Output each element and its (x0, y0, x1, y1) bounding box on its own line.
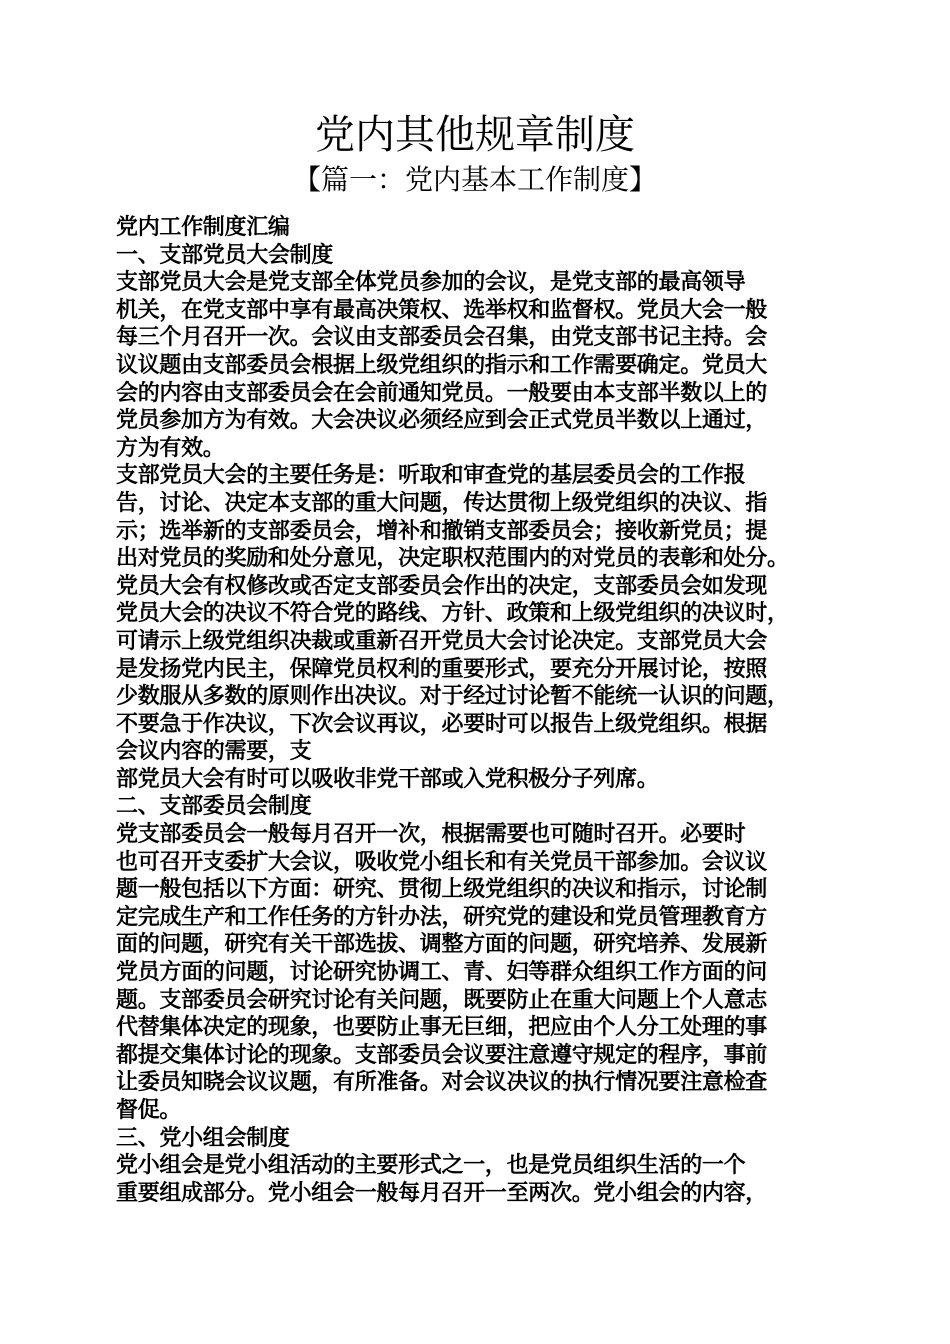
body-line: 题。支部委员会研究讨论有关问题，既要防止在重大问题上个人意志 (116, 987, 768, 1013)
body-line: 机关，在党支部中享有最高决策权、选举权和监督权。党员大会一般 (116, 297, 768, 323)
document-subtitle: 【篇一：党内基本工作制度】 (292, 163, 657, 196)
body-line: 议议题由支部委员会根据上级党组织的指示和工作需要确定。党员大 (116, 352, 768, 378)
body-line: 让委员知晓会议议题，有所准备。对会议决议的执行情况要注意检查 (116, 1070, 768, 1096)
body-line: 题一般包括以下方面：研究、贯彻上级党组织的决议和指示，讨论制 (116, 877, 768, 903)
body-line: 重要组成部分。党小组会一般每月召开一至两次。党小组会的内容， (116, 1180, 768, 1206)
body-line: 每三个月召开一次。会议由支部委员会召集，由党支部书记主持。会 (116, 325, 768, 351)
body-line: 告，讨论、决定本支部的重大问题，传达贯彻上级党组织的决议、指 (116, 490, 768, 516)
body-line: 会议内容的需要，支 (116, 739, 312, 765)
body-line: 党员参加方为有效。大会决议必须经应到会正式党员半数以上通过， (116, 408, 768, 434)
document-body (116, 214, 840, 1207)
body-line: 党员大会的决议不符合党的路线、方针、政策和上级党组织的决议时， (116, 601, 789, 627)
body-line: 示；选举新的支部委员会，增补和撤销支部委员会；接收新党员；提 (116, 518, 768, 544)
body-line: 不要急于作决议，下次会议再议，必要时可以报告上级党组织。根据 (116, 711, 768, 737)
body-line: 党员方面的问题，讨论研究协调工、青、妇等群众组织工作方面的问 (116, 960, 768, 986)
body-line: 党内工作制度汇编 (116, 215, 290, 240)
body-line: 方为有效。 (116, 435, 225, 461)
body-line: 党支部委员会一般每月召开一次，根据需要也可随时召开。必要时 (116, 822, 746, 848)
body-line: 会的内容由支部委员会在会前通知党员。一般要由本支部半数以上的 (116, 380, 768, 406)
document-title: 党内其他规章制度 (315, 112, 635, 158)
body-line: 定完成生产和工作任务的方针办法，研究党的建设和党员管理教育方 (116, 904, 768, 930)
body-line: 一、支部党员大会制度 (116, 242, 334, 268)
body-line: 面的问题，研究有关干部选拔、调整方面的问题，研究培养、发展新 (116, 932, 768, 958)
body-line: 代替集体决定的现象，也要防止事无巨细，把应由个人分工处理的事 (116, 1015, 768, 1041)
body-line: 是发扬党内民主，保障党员权利的重要形式，要充分开展讨论，按照 (116, 656, 768, 682)
body-line: 也可召开支委扩大会议，吸收党小组长和有关党员干部参加。会议议 (116, 849, 768, 875)
body-line: 督促。 (116, 1098, 182, 1123)
body-line: 二、支部委员会制度 (116, 794, 312, 820)
body-line: 出对党员的奖励和处分意见，决定职权范围内的对党员的表彰和处分。 (116, 546, 789, 572)
body-line: 都提交集体讨论的现象。支部委员会议要注意遵守规定的程序，事前 (116, 1042, 768, 1068)
body-line: 少数服从多数的原则作出决议。对于经过讨论暂不能统一认识的问题， (116, 684, 789, 710)
body-line: 可请示上级党组织决裁或重新召开党员大会讨论决定。支部党员大会 (116, 628, 768, 654)
body-line: 三、党小组会制度 (116, 1125, 290, 1151)
body-line: 党小组会是党小组活动的主要形式之一，也是党员组织生活的一个 (116, 1153, 746, 1179)
body-line: 支部党员大会是党支部全体党员参加的会议，是党支部的最高领导 (116, 270, 746, 296)
body-line: 支部党员大会的主要任务是：听取和审查党的基层委员会的工作报 (116, 463, 746, 489)
body-line: 部党员大会有时可以吸收非党干部或入党积极分子列席。 (116, 766, 659, 792)
body-line: 党员大会有权修改或否定支部委员会作出的决定，支部委员会如发现 (116, 573, 768, 599)
